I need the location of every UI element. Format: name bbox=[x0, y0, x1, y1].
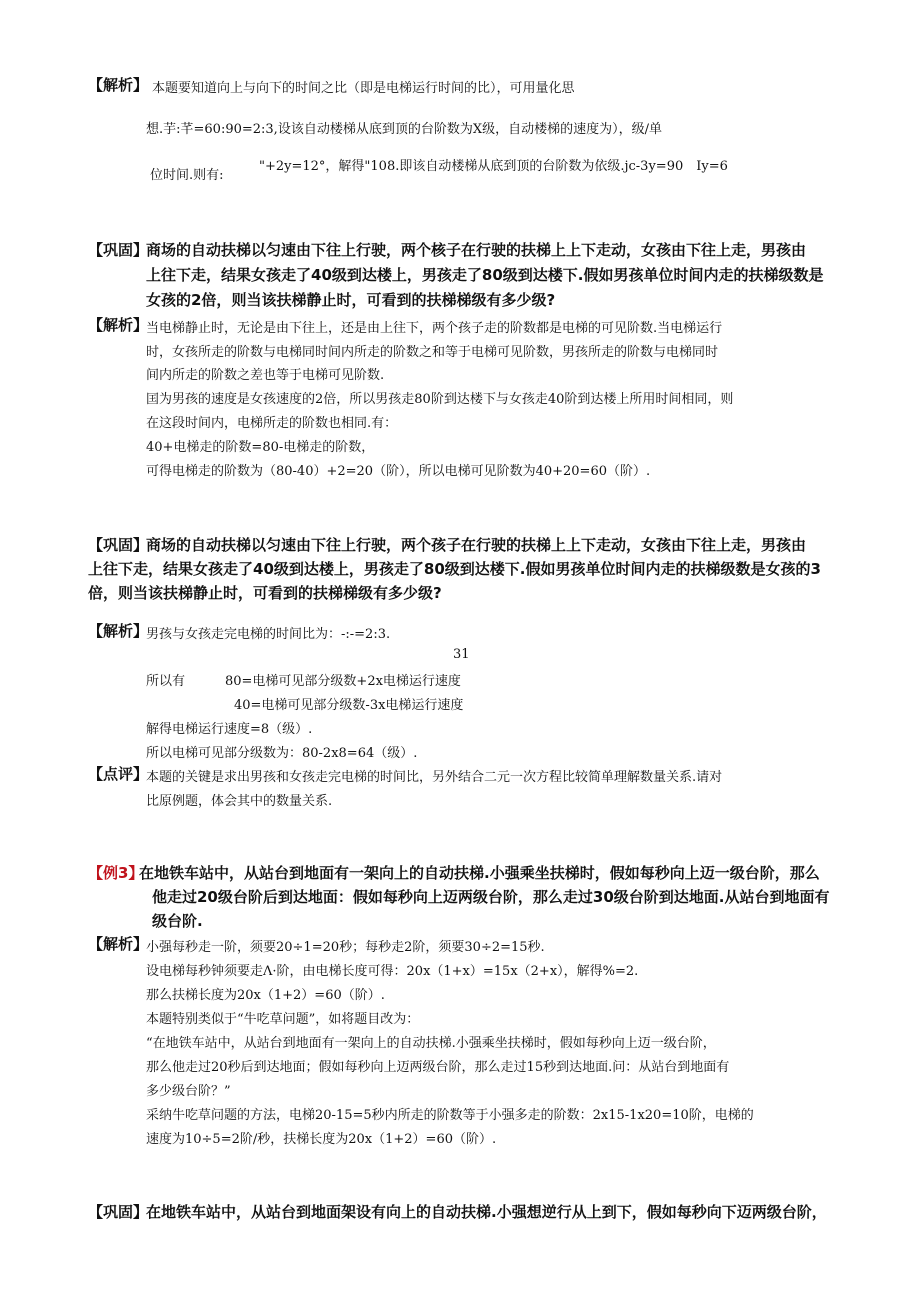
question-line: 倍，则当该扶梯静止时，可看到的扶梯梯级有多少级? bbox=[88, 584, 442, 602]
tag-dianping: 【点评】 bbox=[88, 765, 149, 783]
text-line: 可得电梯走的阶数为（80-40）+2=20（阶），所以电梯可见阶数为40+20=60（阶）. bbox=[146, 464, 651, 479]
text-line: 解得电梯运行速度=8（级）. bbox=[146, 722, 313, 737]
question-line: 上往下走，结果女孩走了40级到达楼上，男孩走了80级到达楼下.假如男孩单位时间内走的扶梯级数是 bbox=[146, 266, 824, 284]
text-line: 男孩与女孩走完电梯的时间比为：-:-=2:3. bbox=[146, 627, 391, 642]
tag-jiexi: 【解析】 bbox=[88, 622, 149, 640]
question-line: 商场的自动扶梯以匀速由下往上行驶，两个核子在行驶的扶梯上上下走动，女孩由下往上走，男孩由 bbox=[146, 241, 807, 259]
tag-jiexi: 【解析】 bbox=[88, 76, 149, 94]
text-line: “在地铁车站中，从站台到地面有一架向上的自动扶梯.小强乘坐扶梯时，假如每秒向上迈一级台阶， bbox=[146, 1036, 716, 1051]
text-line: 所以电梯可见部分级数为：80-2x8=64（级）. bbox=[146, 746, 418, 761]
text-line: 40=电梯可见部分级数-3x电梯运行速度 bbox=[234, 698, 464, 713]
question-line: 上往下走，结果女孩走了40级到达楼上，男孩走了80级到达楼下.假如男孩单位时间内走的扶梯级数是女孩的3 bbox=[88, 560, 821, 578]
text-line: 多少级台阶？” bbox=[146, 1084, 231, 1099]
question-line: 在地铁车站中，从站台到地面架设有向上的自动扶梯.小强想逆行从上到下，假如每秒向下迈两级台阶， bbox=[146, 1203, 827, 1221]
text-line: 速度为10÷5=2阶/秒，扶梯长度为20x（1+2）=60（阶）. bbox=[146, 1132, 497, 1147]
text-line: "+2y=12°，解得"108.即该自动楼梯从底到顶的台阶数为依级.jc-3y=90 Iy=6 bbox=[259, 159, 728, 174]
question-line: 级台阶. bbox=[152, 912, 203, 930]
tag-jiexi: 【解析】 bbox=[88, 935, 149, 953]
text-line: 80=电梯可见部分级数+2x电梯运行速度 bbox=[225, 674, 461, 689]
tag-gonggu: 【巩固】 bbox=[88, 1203, 149, 1221]
text-line: 当电梯静止时，无论是由下往上，还是由上往下，两个孩子走的阶数都是电梯的可见阶数.当电梯运行 bbox=[146, 321, 723, 336]
text-line: 设电梯每秒钟须要走Λ·阶，由电梯长度可得：20x（1+x）=15x（2+x），解得%=2. bbox=[146, 964, 639, 979]
question-line: 他走过20级台阶后到达地面：假如每秒向上迈两级台阶，那么走过30级台阶到达地面.从站台到地面有 bbox=[152, 888, 830, 906]
tag-jiexi: 【解析】 bbox=[88, 316, 149, 334]
question-line: 商场的自动扶梯以匀速由下往上行驶，两个孩子在行驶的扶梯上上下走动，女孩由下往上走，男孩由 bbox=[146, 536, 807, 554]
text-line: 间内所走的阶数之差也等于电梯可见阶数. bbox=[146, 368, 385, 383]
text-line: 囯为男孩的速度是女孩速度的2倍，所以男孩走80阶到达楼下与女孩走40阶到达楼上所用时间相同，则 bbox=[146, 392, 734, 407]
text-line: 在这段时间内，电梯所走的阶数也相同.有： bbox=[146, 416, 398, 431]
text-line: 时，女孩所走的阶数与电梯同时间内所走的阶数之和等于电梯可见阶数，男孩所走的阶数与电梯同时 bbox=[146, 345, 719, 360]
text-line: 本题要知道向上与向下的时间之比（即是电梯运行时间的比），可用量化思 bbox=[152, 81, 575, 96]
text-line: 比原例题，体会其中的数量关系. bbox=[146, 794, 333, 809]
text-line: 那么扶梯长度为20x（1+2）=60（阶）. bbox=[146, 988, 385, 1003]
text-line: 位时间.则有: bbox=[150, 168, 224, 183]
tag-example: 【例3】 bbox=[88, 864, 144, 882]
text-line: 40+电梯走的阶数=80-电梯走的阶数， bbox=[146, 440, 375, 455]
question-line: 女孩的2倍，则当该扶梯静止时，可看到的扶梯梯级有多少级? bbox=[146, 291, 556, 309]
text-line: 31 bbox=[453, 647, 470, 662]
question-line: 在地铁车站中，从站台到地面有一架向上的自动扶梯.小强乘坐扶梯时，假如每秒向上迈一级台阶，那么 bbox=[139, 864, 820, 882]
text-line: 想.芋:芊=60:90=2:3,设该自动楼梯从底到顶的台阶数为X级，自动楼梯的速度为），级/单 bbox=[146, 122, 662, 137]
text-line: 采纳牛吃草问题的方法，电梯20-15=5秒内所走的阶数等于小强多走的阶数：2x15-1x20=10阶，电梯的 bbox=[146, 1108, 754, 1123]
text-line: 所以有 bbox=[146, 674, 186, 689]
text-line: 小强每秒走一阶，须要20÷1=20秒；每秒走2阶，须要30÷2=15秒. bbox=[146, 940, 545, 955]
text-line: 本题特别类似于“牛吃草问题”，如将题目改为： bbox=[146, 1012, 420, 1027]
tag-gonggu: 【巩固】 bbox=[88, 536, 149, 554]
text-line: 那么他走过20秒后到达地面；假如每秒向上迈两级台阶，那么走过15秒到达地面.问：从站台到地面有 bbox=[146, 1060, 730, 1075]
text-line: 本题的关键是求出男孩和女孩走完电梯的时间比，另外结合二元一次方程比较简单理解数量关系.请对 bbox=[146, 770, 723, 785]
tag-gonggu: 【巩固】 bbox=[88, 241, 149, 259]
